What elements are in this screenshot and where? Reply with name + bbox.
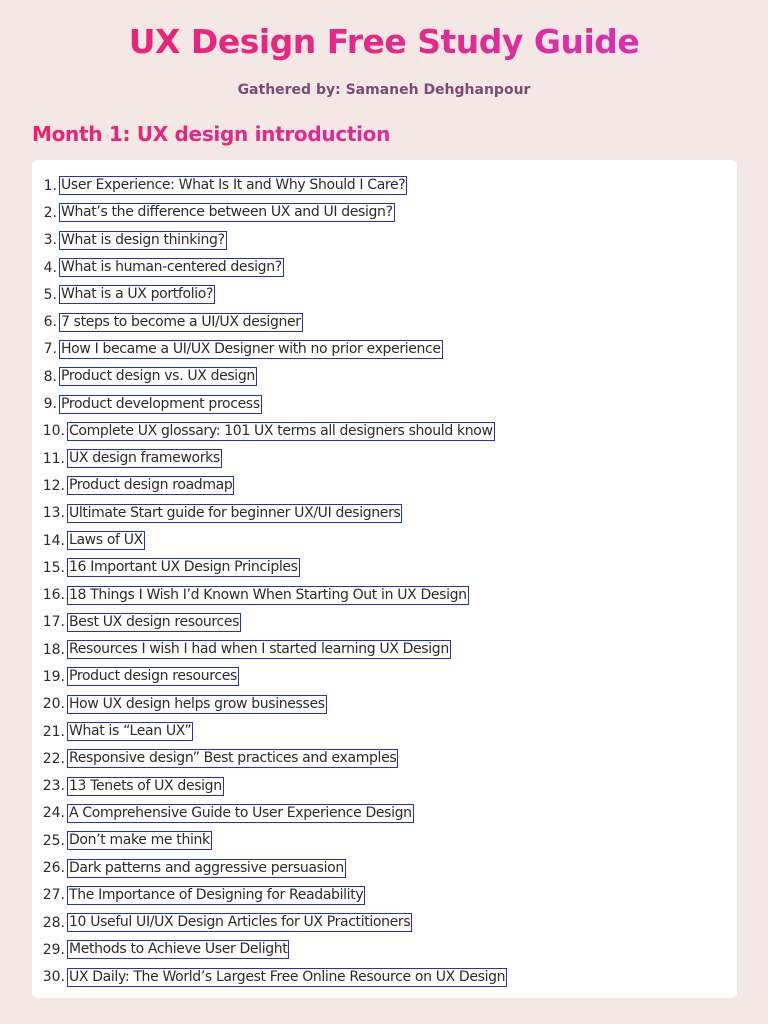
list-item-link[interactable]: User Experience: What Is It and Why Should I Care? (61, 177, 406, 194)
list-item-number: 30. (42, 969, 65, 986)
list-item-number: 17. (42, 614, 65, 631)
list-item-link[interactable]: Responsive design” Best practices and examples (69, 750, 397, 767)
list-item-number: 11. (42, 450, 65, 467)
list-item (32, 773, 507, 800)
list-item-link[interactable]: Product development process (61, 395, 260, 412)
list-item-number: 9. (43, 396, 57, 413)
list-item-link[interactable]: Best UX design resources (69, 613, 240, 630)
list-item (32, 445, 507, 472)
list-item-number: 29. (42, 941, 65, 958)
list-item-link[interactable]: What’s the difference between UX and UI design? (61, 204, 393, 221)
list-item (32, 554, 507, 581)
list-item-number: 13. (42, 505, 65, 522)
list-item-link[interactable]: 10 Useful UI/UX Design Articles for UX Practitioners (69, 914, 411, 931)
list-item-number: 23. (42, 778, 65, 795)
list-item-link[interactable]: 13 Tenets of UX design (69, 777, 222, 794)
list-item-link[interactable]: What is human-centered design? (61, 259, 282, 276)
list-item-number: 24. (42, 805, 65, 822)
list-item-number: 5. (43, 286, 57, 303)
list-item-number: 28. (42, 914, 65, 931)
list-item (32, 172, 507, 199)
list-item-link[interactable]: A Comprehensive Guide to User Experience Design (69, 804, 412, 821)
list-item-number: 19. (42, 668, 65, 685)
resource-list-card (32, 160, 737, 998)
list-item (32, 964, 507, 991)
list-item-link[interactable]: UX Daily: The World’s Largest Free Online Resource on UX Design (69, 968, 506, 985)
list-item-number: 16. (42, 587, 65, 604)
list-item-link[interactable]: Complete UX glossary: 101 UX terms all designers should know (69, 422, 493, 439)
list-item-link[interactable]: Don’t make me think (69, 832, 210, 849)
list-item-number: 18. (42, 641, 65, 658)
list-item-number: 2. (43, 204, 57, 221)
list-item (32, 418, 507, 445)
list-item (32, 882, 507, 909)
list-item (32, 827, 507, 854)
list-item-link[interactable]: Methods to Achieve User Delight (69, 941, 288, 958)
list-item (32, 254, 507, 281)
list-item-number: 7. (43, 341, 57, 358)
list-item (32, 363, 507, 390)
list-item-number: 22. (42, 750, 65, 767)
list-item-number: 4. (43, 259, 57, 276)
list-item-link[interactable]: Ultimate Start guide for beginner UX/UI designers (69, 504, 401, 521)
page-subtitle: Gathered by: Samaneh Dehghanpour (237, 82, 531, 98)
list-item-link[interactable]: 7 steps to become a UI/UX designer (61, 313, 301, 330)
list-item-number: 12. (42, 477, 65, 494)
list-item (32, 691, 507, 718)
list-item (32, 500, 507, 527)
list-item (32, 308, 507, 335)
list-item-link[interactable]: UX design frameworks (69, 450, 220, 467)
resource-list (32, 172, 507, 991)
list-item-link[interactable]: How UX design helps grow businesses (69, 695, 325, 712)
list-item-link[interactable]: Product design vs. UX design (61, 368, 255, 385)
list-item-link[interactable]: What is a UX portfolio? (61, 286, 214, 303)
list-item (32, 936, 507, 963)
list-item-link[interactable]: 16 Important UX Design Principles (69, 559, 298, 576)
list-item (32, 800, 507, 827)
list-item-link[interactable]: Product design resources (69, 668, 237, 685)
list-item (32, 281, 507, 308)
list-item-link[interactable]: The Importance of Designing for Readability (69, 886, 364, 903)
page-title: UX Design Free Study Guide (0, 20, 768, 64)
list-item (32, 663, 507, 690)
list-item-number: 14. (42, 532, 65, 549)
list-item-number: 26. (42, 860, 65, 877)
list-item (32, 745, 507, 772)
list-item-link[interactable]: 18 Things I Wish I’d Known When Starting Out in UX Design (69, 586, 467, 603)
list-item-number: 6. (43, 314, 57, 331)
list-item (32, 527, 507, 554)
list-item-number: 15. (42, 559, 65, 576)
list-item-number: 25. (42, 832, 65, 849)
list-item-link[interactable]: What is design thinking? (61, 231, 225, 248)
list-item (32, 854, 507, 881)
list-item-link[interactable]: Dark patterns and aggressive persuasion (69, 859, 344, 876)
list-item-number: 3. (43, 232, 57, 249)
list-item (32, 909, 507, 936)
list-item (32, 390, 507, 417)
list-item-link[interactable]: Resources I wish I had when I started learning UX Design (69, 641, 449, 658)
list-item-link[interactable]: What is “Lean UX” (69, 723, 192, 740)
list-item-link[interactable]: Laws of UX (69, 532, 143, 548)
list-item-number: 21. (42, 723, 65, 740)
list-item (32, 227, 507, 254)
list-item (32, 718, 507, 745)
list-item (32, 636, 507, 663)
list-item-link[interactable]: How I became a UI/UX Designer with no prior experience (61, 340, 441, 357)
list-item-number: 20. (42, 696, 65, 713)
list-item (32, 581, 507, 608)
list-item (32, 609, 507, 636)
list-item (32, 336, 507, 363)
list-item-number: 8. (43, 368, 57, 385)
list-item-number: 10. (42, 423, 65, 440)
list-item-number: 1. (43, 177, 57, 194)
list-item-link[interactable]: Product design roadmap (69, 477, 233, 494)
section-heading: Month 1: UX design introduction (32, 122, 391, 146)
list-item (32, 472, 507, 499)
list-item-number: 27. (42, 887, 65, 904)
list-item (32, 199, 507, 226)
